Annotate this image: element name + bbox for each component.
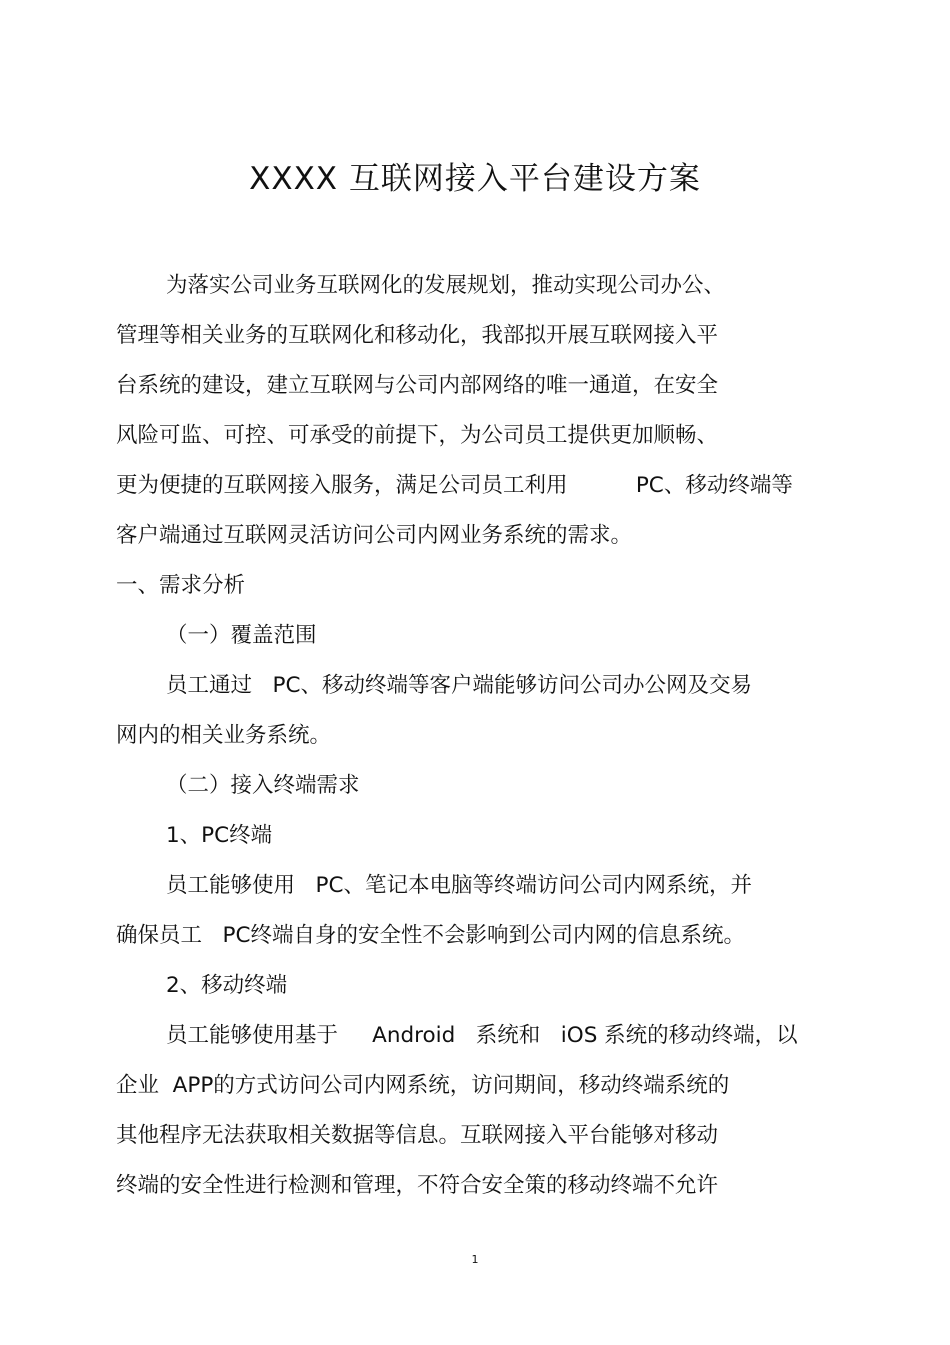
paragraph-line: 员工通过 PC、移动终端等客户端能够访问公司办公网及交易 <box>166 673 752 698</box>
paragraph-line: 其他程序无法获取相关数据等信息。互联网接入平台能够对移动 <box>116 1123 719 1148</box>
item-heading: 2、移动终端 <box>166 973 288 998</box>
section-heading: 一、需求分析 <box>116 573 246 598</box>
subsection-heading: （一）覆盖范围 <box>166 623 317 648</box>
document-title: XXXX 互联网接入平台建设方案 <box>249 161 701 197</box>
paragraph-line: 风险可监、可控、可承受的前提下，为公司员工提供更加顺畅、 <box>116 423 719 448</box>
paragraph-line: 更为便捷的互联网接入服务，满足公司员工利用 PC、移动终端等 <box>116 473 793 498</box>
subsection-heading: （二）接入终端需求 <box>166 773 360 798</box>
paragraph-line: 台系统的建设，建立互联网与公司内部网络的唯一通道，在安全 <box>116 373 719 398</box>
page-number: 1 <box>471 1253 479 1266</box>
paragraph-line: 终端的安全性进行检测和管理，不符合安全策的移动终端不允许 <box>116 1173 719 1198</box>
paragraph-line: 为落实公司业务互联网化的发展规划，推动实现公司办公、 <box>166 273 726 298</box>
paragraph-line: 管理等相关业务的互联网化和移动化，我部拟开展互联网接入平 <box>116 323 719 348</box>
paragraph-line: 网内的相关业务系统。 <box>116 723 332 748</box>
paragraph-line: 企业 APP的方式访问公司内网系统，访问期间，移动终端系统的 <box>116 1073 730 1098</box>
paragraph-line: 员工能够使用 PC、笔记本电脑等终端访问公司内网系统，并 <box>166 873 752 898</box>
paragraph-line: 员工能够使用基于 Android 系统和 iOS 系统的移动终端，以 <box>166 1023 798 1048</box>
paragraph-line: 确保员工 PC终端自身的安全性不会影响到公司内网的信息系统。 <box>116 923 745 948</box>
item-heading: 1、PC终端 <box>166 823 273 848</box>
paragraph-line: 客户端通过互联网灵活访问公司内网业务系统的需求。 <box>116 523 633 548</box>
